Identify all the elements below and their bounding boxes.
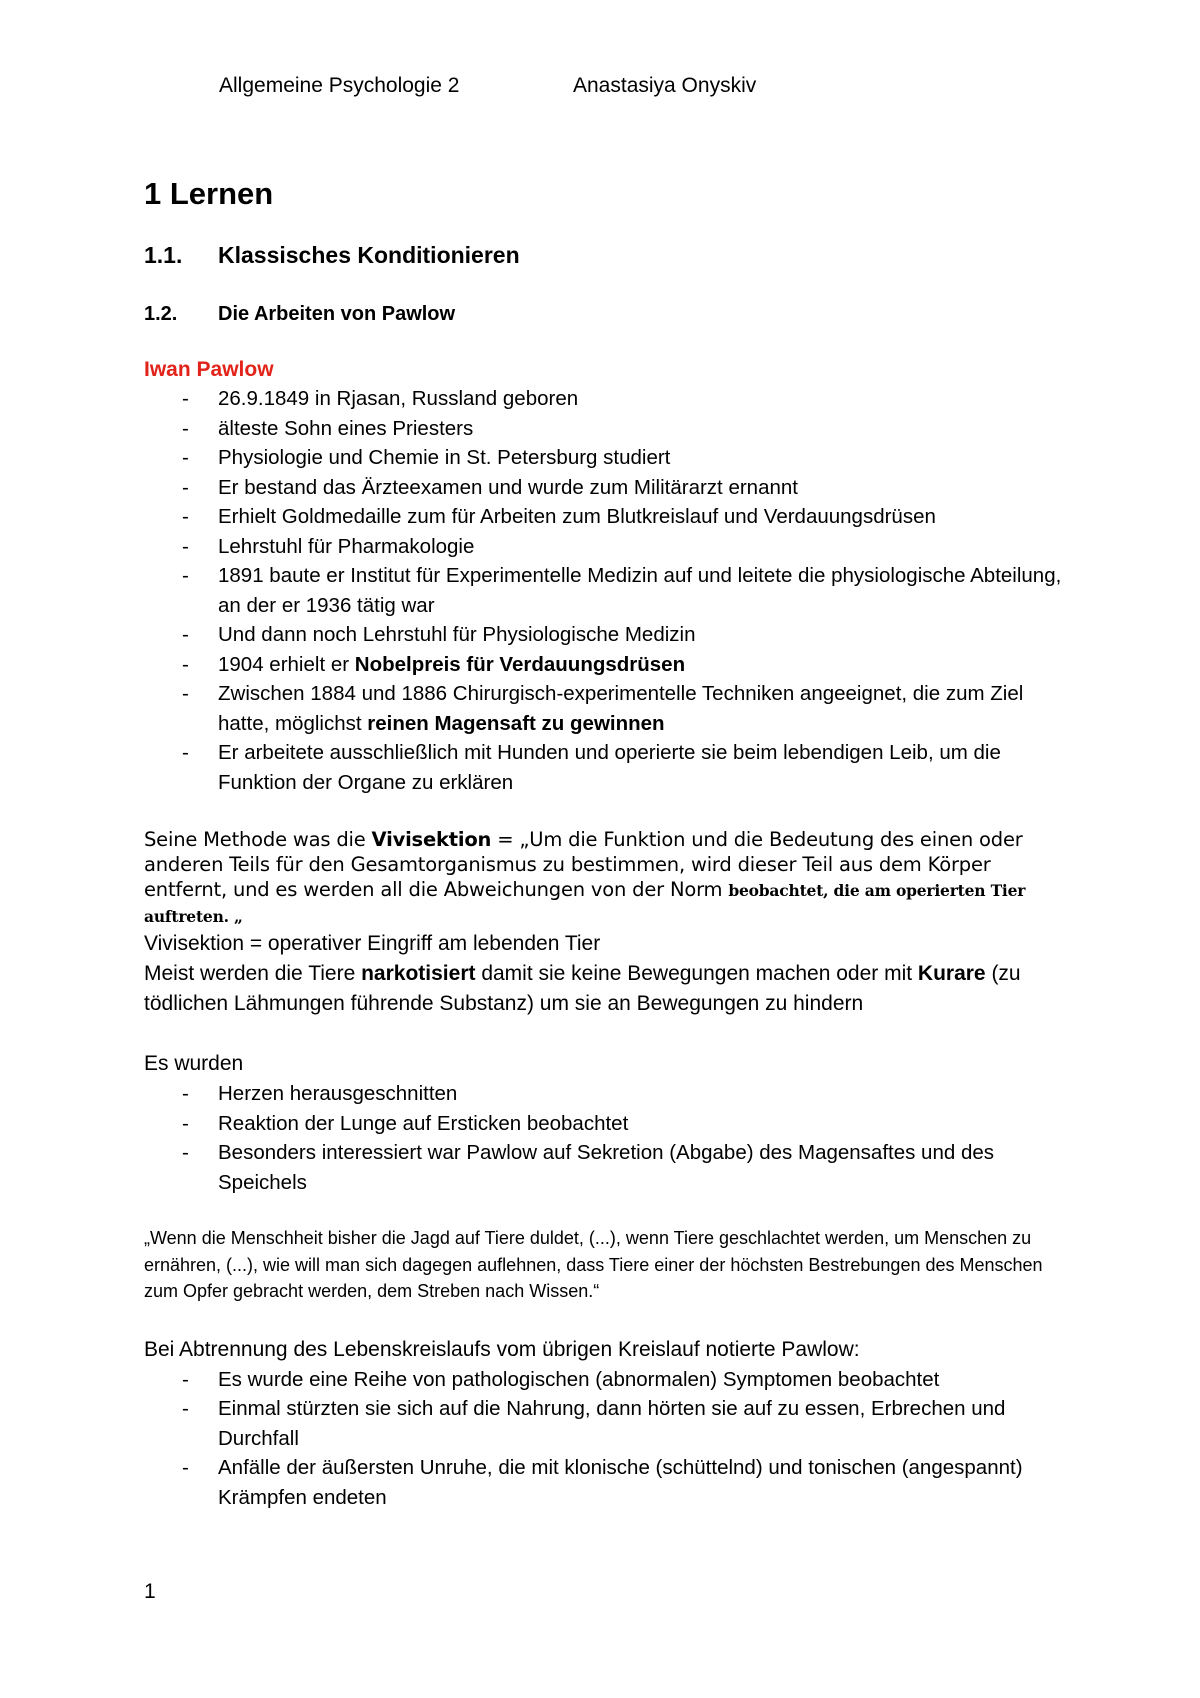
bullet-dash: - — [182, 387, 189, 410]
observations-list — [144, 1365, 1074, 1513]
section-heading-1-2 — [144, 300, 1074, 328]
bullet-dash: - — [182, 1397, 189, 1420]
section-number: 1.1. — [144, 242, 183, 268]
bullet-dash: - — [182, 623, 189, 646]
list-item: - Besonders interessiert war Pawlow auf Sekretion (Abgabe) des Magensaftes und des Speichels — [144, 1138, 1074, 1197]
bullet-dash: - — [182, 505, 189, 528]
method-paragraph: Seine Methode was die Vivisektion = „Um die Funktion und die Bedeutung des einen oder anderen Teils für den Gesamtorganismus zu bestimmen, wird dieser Teil aus dem Körper entfernt, und es werden all die Abweichungen von der Norm beobachtet, die am operierten Tier auftreten. „ — [144, 828, 1026, 926]
bold-text: reinen Magensaft zu gewinnen — [367, 711, 665, 735]
bullet-dash: - — [182, 564, 189, 587]
list-item: - 26.9.1849 in Rjasan, Russland geboren — [144, 384, 1074, 414]
list-item: - Er arbeitete ausschließlich mit Hunden und operierte sie beim lebendigen Leib, um die Funktion der Organe zu erklären — [144, 738, 1074, 797]
list-item: - Herzen herausgeschnitten — [144, 1079, 1074, 1109]
list-item: - Und dann noch Lehrstuhl für Physiologische Medizin — [144, 620, 1074, 650]
section-title: Klassisches Konditionieren — [218, 242, 520, 268]
list-item: - 1891 baute er Institut für Experimentelle Medizin auf und leitete die physiologische Abteilung, an der er 1936 tätig war — [144, 561, 1074, 620]
list-item: - Physiologie und Chemie in St. Petersburg studiert — [144, 443, 1074, 473]
quote-paragraph: „Wenn die Menschheit bisher die Jagd auf Tiere duldet, (...), wenn Tiere geschlachtet werden, um Menschen zu ernähren, (...), wie will man sich dagegen auflehnen, dass Tiere einer der höchsten Bestrebungen des Menschen zum Opfer gebracht werden, dem Streben nach Wissen.“ — [144, 1228, 1043, 1301]
header-author: Anastasiya Onyskiv — [573, 74, 757, 97]
section-heading-1-1 — [144, 240, 1074, 270]
bullet-dash: - — [182, 534, 189, 558]
list-item: - Anfälle der äußersten Unruhe, die mit klonische (schüttelnd) und tonischen (angespannt) Krämpfen endeten — [144, 1453, 1074, 1512]
bullet-dash: - — [182, 652, 189, 676]
page-content — [144, 172, 1074, 1512]
list-item: - Reaktion der Lunge auf Ersticken beobachtet — [144, 1109, 1074, 1139]
page-number: 1 — [144, 1580, 156, 1603]
list-item: - Einmal stürzten sie sich auf die Nahrung, dann hörten sie auf zu essen, Erbrechen und Durchfall — [144, 1394, 1074, 1453]
list-item: - Es wurde eine Reihe von pathologischen (abnormalen) Symptomen beobachtet — [144, 1365, 1074, 1395]
observations-intro: Bei Abtrennung des Lebenskreislaufs vom übrigen Kreislauf notierte Pawlow: — [144, 1337, 860, 1361]
section-title: Die Arbeiten von Pawlow — [218, 303, 456, 325]
bullet-dash: - — [182, 446, 189, 469]
list-item: - 1904 erhielt er Nobelpreis für Verdauungsdrüsen — [144, 650, 1074, 680]
chapter-title: 1 Lernen — [144, 176, 274, 211]
bullet-dash: - — [182, 475, 189, 499]
list-item: - Zwischen 1884 und 1886 Chirurgisch-experimentelle Techniken angeeignet, die zum Ziel hatte, möglichst reinen Magensaft zu gewinnen — [144, 679, 1074, 738]
header-course: Allgemeine Psychologie 2 — [219, 74, 460, 97]
bullet-dash: - — [182, 1082, 189, 1105]
bold-text: Nobelpreis für Verdauungsdrüsen — [354, 652, 686, 676]
person-heading: Iwan Pawlow — [144, 358, 274, 381]
bullet-dash: - — [182, 1111, 189, 1135]
bullet-dash: - — [182, 682, 189, 705]
bold-text: beobachtet, die am operierten Tier auftreten. „ — [144, 881, 1026, 926]
biography-list — [144, 384, 1074, 797]
term-vivisektion: Vivisektion — [371, 828, 492, 851]
bullet-dash: - — [182, 1456, 189, 1479]
list-item: - Lehrstuhl für Pharmakologie — [144, 532, 1074, 562]
list-item: - älteste Sohn eines Priesters — [144, 414, 1074, 444]
definition-line: Vivisektion = operativer Eingriff am lebenden Tier — [144, 932, 601, 955]
experiments-intro: Es wurden — [144, 1052, 244, 1075]
bullet-dash: - — [182, 741, 189, 764]
list-item: - Er bestand das Ärzteexamen und wurde zum Militärarzt ernannt — [144, 473, 1074, 503]
bullet-dash: - — [182, 416, 189, 440]
bold-text: narkotisiert — [361, 962, 476, 985]
bullet-dash: - — [182, 1367, 189, 1391]
list-item: - Erhielt Goldmedaille zum für Arbeiten zum Blutkreislauf und Verdauungsdrüsen — [144, 502, 1074, 532]
bold-text: Kurare — [917, 962, 986, 985]
experiments-list — [144, 1079, 1074, 1197]
bullet-dash: - — [182, 1141, 189, 1164]
anesthesia-paragraph: Meist werden die Tiere narkotisiert damit sie keine Bewegungen machen oder mit Kurare (zu tödlichen Lähmungen führende Substanz) um sie an Bewegungen zu hindern — [144, 962, 1021, 1015]
section-number: 1.2. — [144, 303, 178, 325]
